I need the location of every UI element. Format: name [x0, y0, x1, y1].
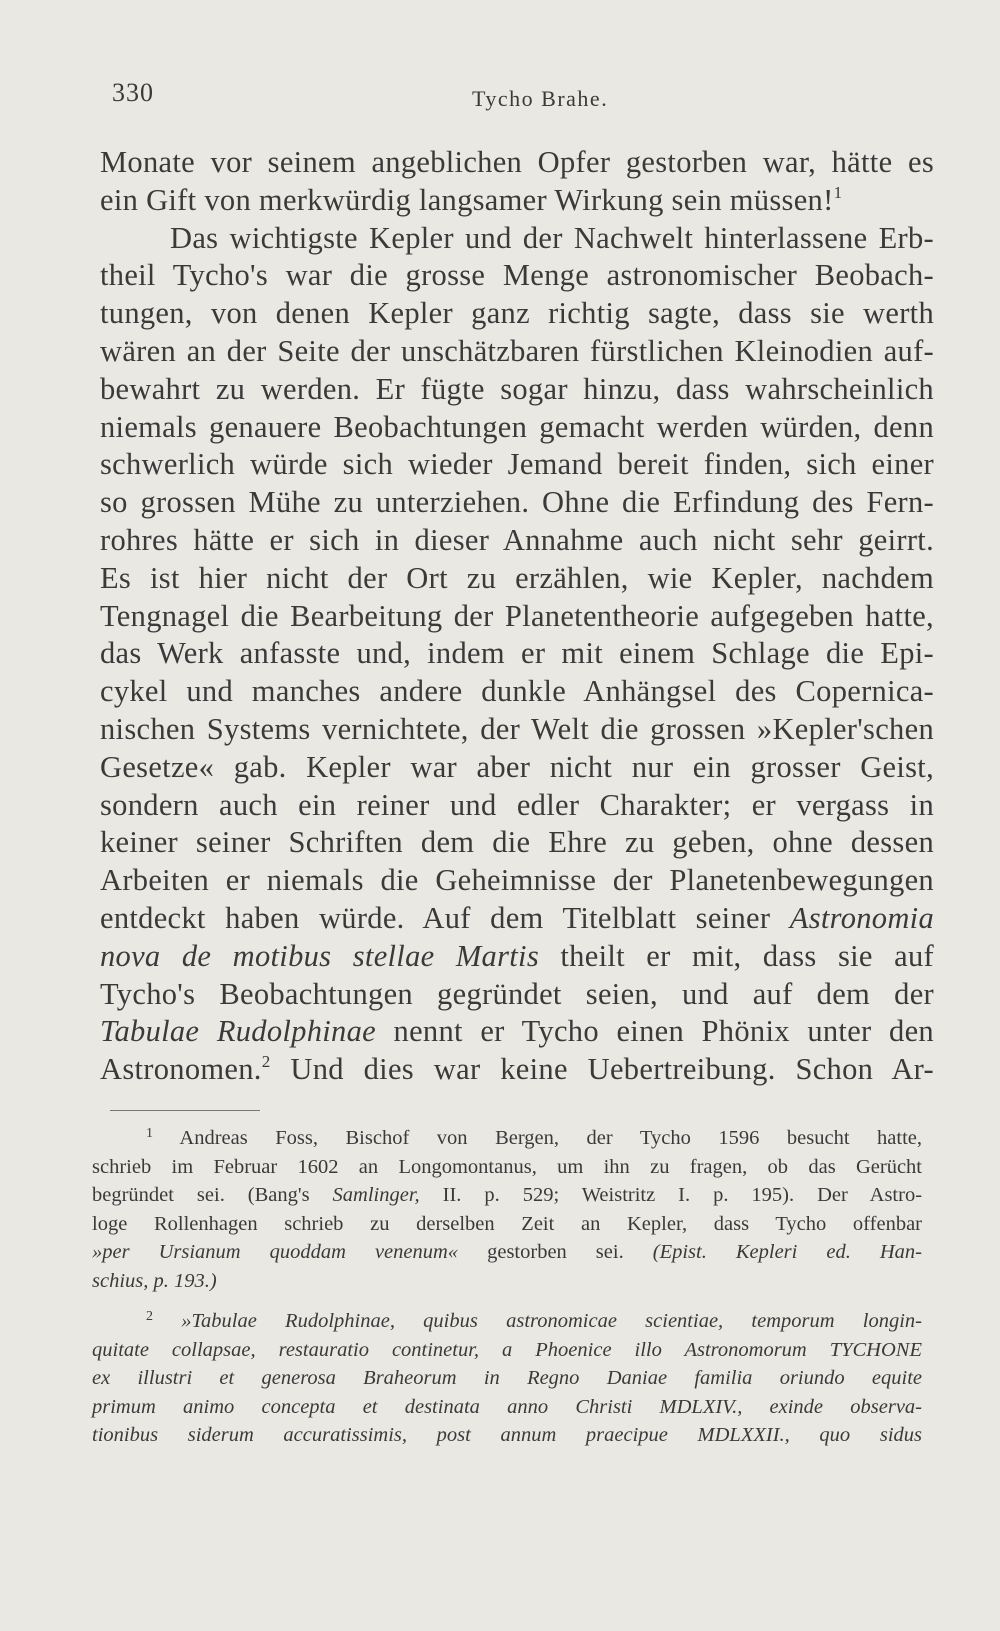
footnote-line	[92, 1336, 922, 1365]
citation: (Epist. Kepleri ed. Han-	[652, 1241, 923, 1263]
text-line: nischen Systems vernichtete, der Welt die grossen »Kepler'schen	[100, 711, 934, 746]
footnote-line	[92, 1393, 922, 1422]
text-line: Es ist hier nicht der Ort zu erzählen, wie Kepler, nachdem	[100, 560, 934, 595]
text-line: wären an der Seite der unschätzbaren fürstlichen Kleinodien auf-	[100, 333, 934, 368]
text-line: sondern auch ein reiner und edler Charakter; er vergass in	[100, 787, 934, 822]
text-line: schwerlich würde sich wieder Jemand bereit finden, sich einer	[100, 447, 934, 482]
footnote-ref-2: 2	[261, 1052, 271, 1072]
text-span: begründet sei. (Bang's	[92, 1184, 310, 1206]
text-line	[100, 182, 934, 220]
quotation: »Tabulae Rudolphinae, quibus astronomicae scientiae, temporum longin-	[181, 1310, 922, 1332]
footnote-rule	[110, 1110, 260, 1111]
text-line: niemals genauere Beobachtungen gemacht werden würden, denn	[100, 409, 934, 444]
text-line	[100, 938, 934, 976]
quotation: quitate collapsae, restauratio continetur, a Phoenice illo Astronomorum TYCHONE	[92, 1338, 922, 1361]
text-line	[100, 900, 934, 938]
text-line: theil Tycho's war die grosse Menge astronomischer Beobach-	[100, 258, 934, 293]
footnote-line	[92, 1181, 922, 1210]
main-text	[100, 144, 934, 1089]
footnote-line: loge Rollenhagen schrieb zu derselben Zeit an Kepler, dass Tycho offenbar	[92, 1212, 922, 1235]
text-line: Tycho's Beobachtungen gegründet seien, und auf dem der	[100, 976, 934, 1011]
quotation: tionibus siderum accuratissimis, post annum praecipue MDLXXII., quo sidus	[92, 1424, 922, 1446]
text-line: Monate vor seinem angeblichen Opfer gestorben war, hätte es	[100, 145, 934, 179]
footnote-line	[92, 1364, 922, 1393]
text-line: rohres hätte er sich in dieser Annahme auch nicht sehr geirrt.	[100, 522, 934, 557]
text-line: keiner seiner Schriften dem die Ehre zu geben, ohne dessen	[100, 825, 934, 860]
text-span: II. p. 529; Weistritz I. p. 195). Der Astro-	[442, 1184, 923, 1206]
text-span: Astronomen.	[100, 1052, 262, 1087]
text-span: Andreas Foss, Bischof von Bergen, der Tycho 1596 besucht hatte,	[179, 1127, 923, 1149]
text-line: tungen, von denen Kepler ganz richtig sagte, dass sie werth	[100, 296, 934, 331]
footnote-ref-1: 1	[833, 182, 843, 202]
text-line: cykel und manches andere dunkle Anhängsel des Copernica-	[100, 674, 934, 709]
footnote-mark: 2	[146, 1309, 153, 1324]
text-line: Arbeiten er niemals die Geheimnisse der Planetenbewegungen	[100, 863, 934, 898]
text-line: so grossen Mühe zu unterziehen. Ohne die Erfindung des Fern-	[100, 485, 934, 520]
text-line: bewahrt zu werden. Er fügte sogar hinzu, dass wahrscheinlich	[100, 371, 934, 406]
footnote-line	[92, 1421, 922, 1450]
book-title: nova de motibus stellae Martis	[100, 938, 539, 973]
footnote-2	[92, 1307, 922, 1450]
footnotes	[92, 1124, 922, 1462]
text-span: Und dies war keine Uebertreibung. Schon Ar-	[290, 1052, 934, 1087]
footnote-mark: 1	[146, 1126, 153, 1141]
running-head: Tycho Brahe.	[472, 86, 609, 111]
text-span: theilt er mit, dass sie auf	[560, 938, 934, 973]
text-span: nennt er Tycho einen Phönix unter den	[393, 1014, 934, 1049]
footnote-line: schrieb im Februar 1602 an Longomontanus, um ihn zu fragen, ob das Gerücht	[92, 1155, 922, 1178]
quotation: »per Ursianum quoddam venenum«	[92, 1241, 459, 1263]
footnote-line	[92, 1124, 922, 1153]
quotation: ex illustri et generosa Braheorum in Regno Daniae familia oriundo equite	[92, 1367, 922, 1389]
footnote-line	[92, 1238, 922, 1267]
text-line: Gesetze« gab. Kepler war aber nicht nur ein grosser Geist,	[100, 749, 934, 784]
text-span: ein Gift von merkwürdig langsamer Wirkung sein müssen!	[100, 182, 834, 217]
page-header	[112, 78, 922, 118]
text-line	[100, 1013, 934, 1051]
text-line: Tengnagel die Bearbeitung der Planetentheorie aufgegeben hatte,	[100, 598, 934, 633]
page-number: 330	[112, 78, 154, 107]
book-title: Tabulae Rudolphinae	[100, 1014, 376, 1049]
text-line: Das wichtigste Kepler und der Nachwelt hinterlassene Erb-	[170, 220, 934, 255]
quotation: primum animo concepta et destinata anno Christi MDLXIV., exinde observa-	[92, 1395, 922, 1418]
footnote-line	[92, 1267, 922, 1296]
footnote-1	[92, 1124, 922, 1295]
text-span: gestorben sei.	[487, 1241, 624, 1263]
book-title: Astronomia	[789, 900, 934, 935]
citation: schius, p. 193.)	[92, 1269, 217, 1292]
footnote-line	[92, 1307, 922, 1336]
text-line: das Werk anfasste und, indem er mit einem Schlage die Epi-	[100, 636, 934, 671]
text-span: entdeckt haben würde. Auf dem Titelblatt seiner	[100, 900, 771, 935]
text-line	[100, 1051, 934, 1089]
book-title: Samlinger,	[332, 1184, 420, 1206]
